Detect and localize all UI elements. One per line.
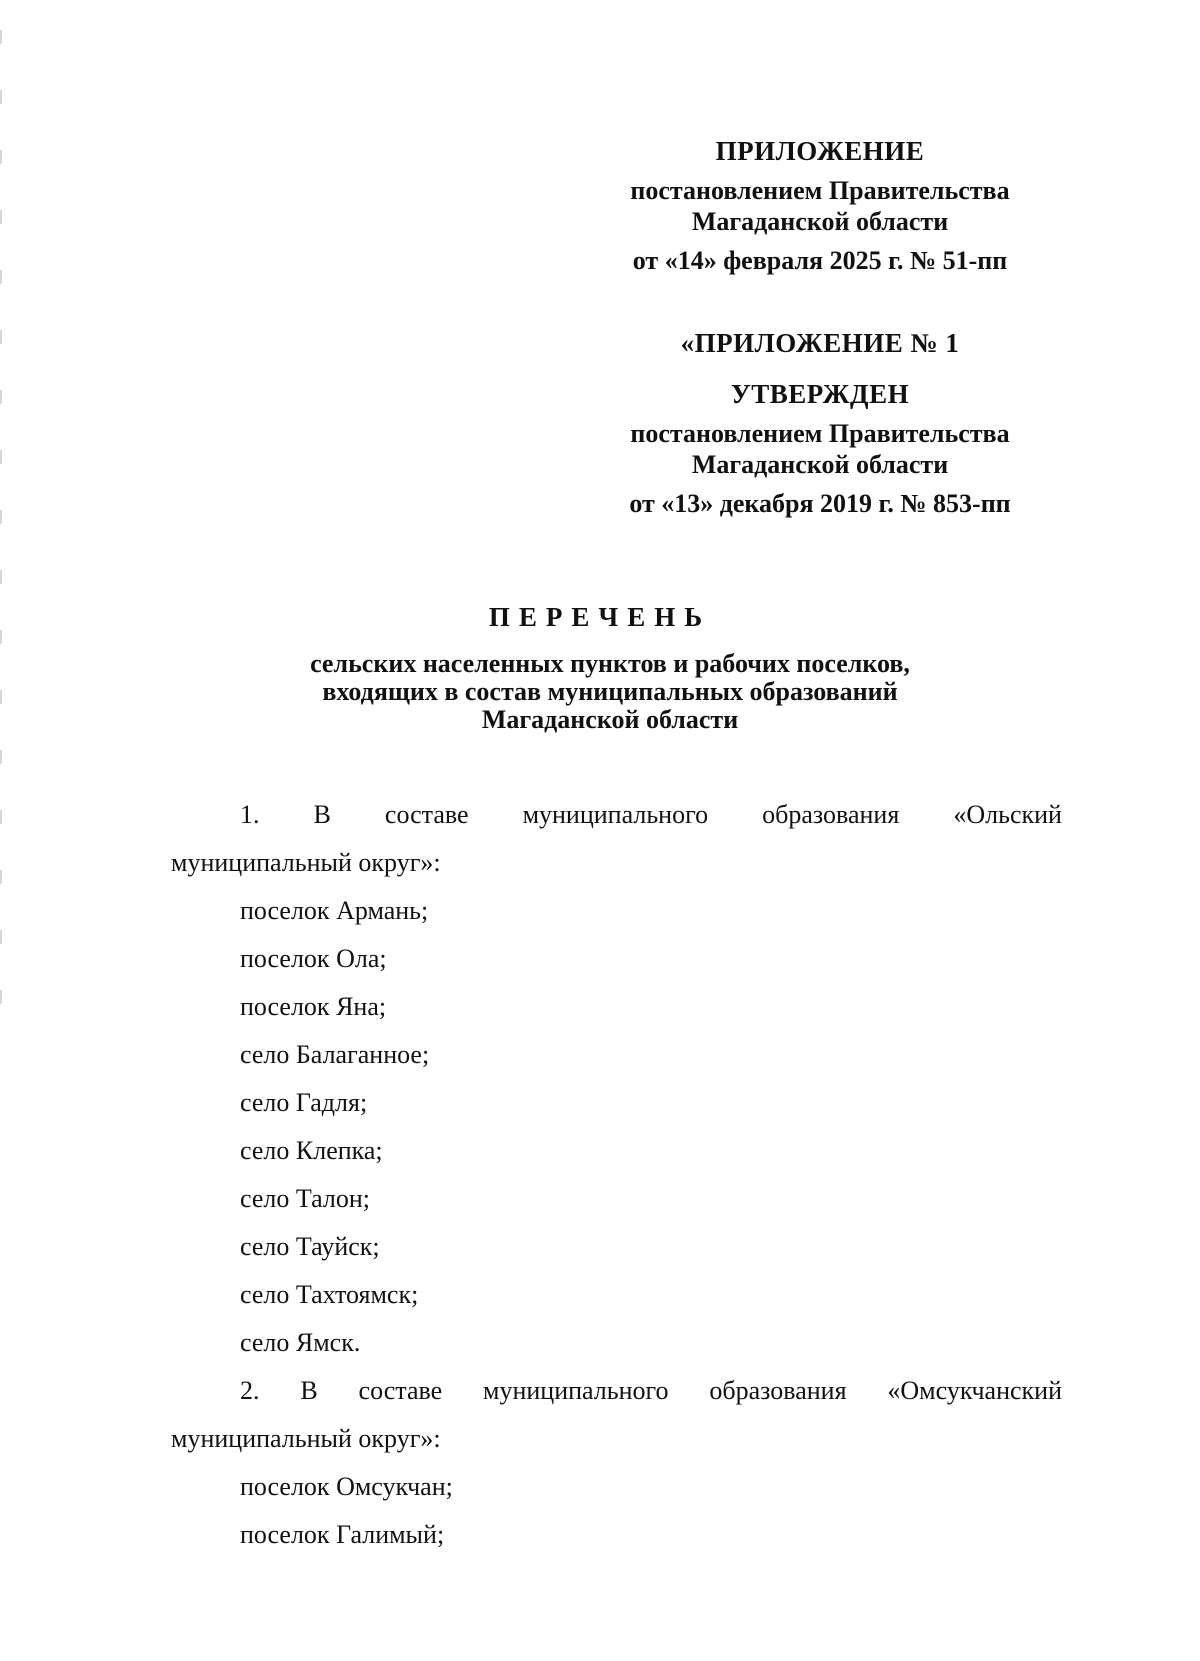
annex-issuer-line1: постановлением Правительства: [630, 419, 1010, 448]
section-1-lead-line: [240, 800, 1062, 830]
annex-title: «ПРИЛОЖЕНИЕ № 1: [680, 328, 960, 358]
list-item: поселок Армань;: [240, 896, 429, 925]
lead-word: составе: [358, 1376, 443, 1405]
subtitle-line: сельских населенных пунктов и рабочих поселков,: [310, 649, 910, 678]
list-item: село Гадля;: [240, 1088, 368, 1117]
lead-word: муниципального: [522, 800, 709, 829]
lead-word: образования: [762, 800, 900, 829]
subtitle-line: Магаданской области: [481, 705, 739, 734]
approval-issuer-line1: постановлением Правительства: [630, 176, 1010, 205]
list-item: село Талон;: [240, 1184, 370, 1213]
approval-date-line: от «14» февраля 2025 г. № 51-пп: [632, 246, 1008, 275]
approval-header: [600, 136, 1040, 276]
scan-edge-marks: [0, 30, 2, 1030]
section-2-lead-line: [240, 1376, 1062, 1406]
list-item: село Ямск.: [240, 1328, 361, 1357]
annex-header: [600, 328, 1040, 519]
annex-approved: УТВЕРЖДЕН: [730, 379, 910, 409]
subtitle-line: входящих в состав муниципальных образований: [322, 677, 898, 706]
approval-title: ПРИЛОЖЕНИЕ: [715, 136, 925, 166]
annex-date-line: от «13» декабря 2019 г. № 853-пп: [629, 489, 1011, 518]
list-item: поселок Галимый;: [240, 1520, 445, 1549]
lead-word: образования: [709, 1376, 847, 1405]
lead-word: муниципального: [483, 1376, 669, 1405]
approval-issuer-line2: Магаданской области: [691, 207, 949, 236]
list-item: поселок Яна;: [240, 992, 387, 1021]
lead-word: «Ольский: [953, 800, 1062, 829]
document-subtitle: [250, 650, 970, 734]
section-1-continuation: муниципальный округ»:: [171, 848, 441, 877]
lead-word: «Омсукчанский: [887, 1376, 1062, 1405]
section-number: 1.: [240, 800, 260, 829]
lead-word: В: [300, 1376, 318, 1405]
list-item: село Клепка;: [240, 1136, 383, 1165]
list-item: поселок Омсукчан;: [240, 1472, 453, 1501]
list-item: село Тахтоямск;: [240, 1280, 419, 1309]
list-item: поселок Ола;: [240, 944, 387, 973]
annex-issuer-line2: Магаданской области: [691, 450, 949, 479]
section-number: 2.: [240, 1376, 260, 1405]
lead-word: В: [313, 800, 331, 829]
lead-word: составе: [384, 800, 469, 829]
list-item: село Тауйск;: [240, 1232, 380, 1261]
section-2-continuation: муниципальный округ»:: [171, 1424, 441, 1453]
list-item: село Балаганное;: [240, 1040, 430, 1069]
document-title: ПЕРЕЧЕНЬ: [488, 602, 712, 632]
